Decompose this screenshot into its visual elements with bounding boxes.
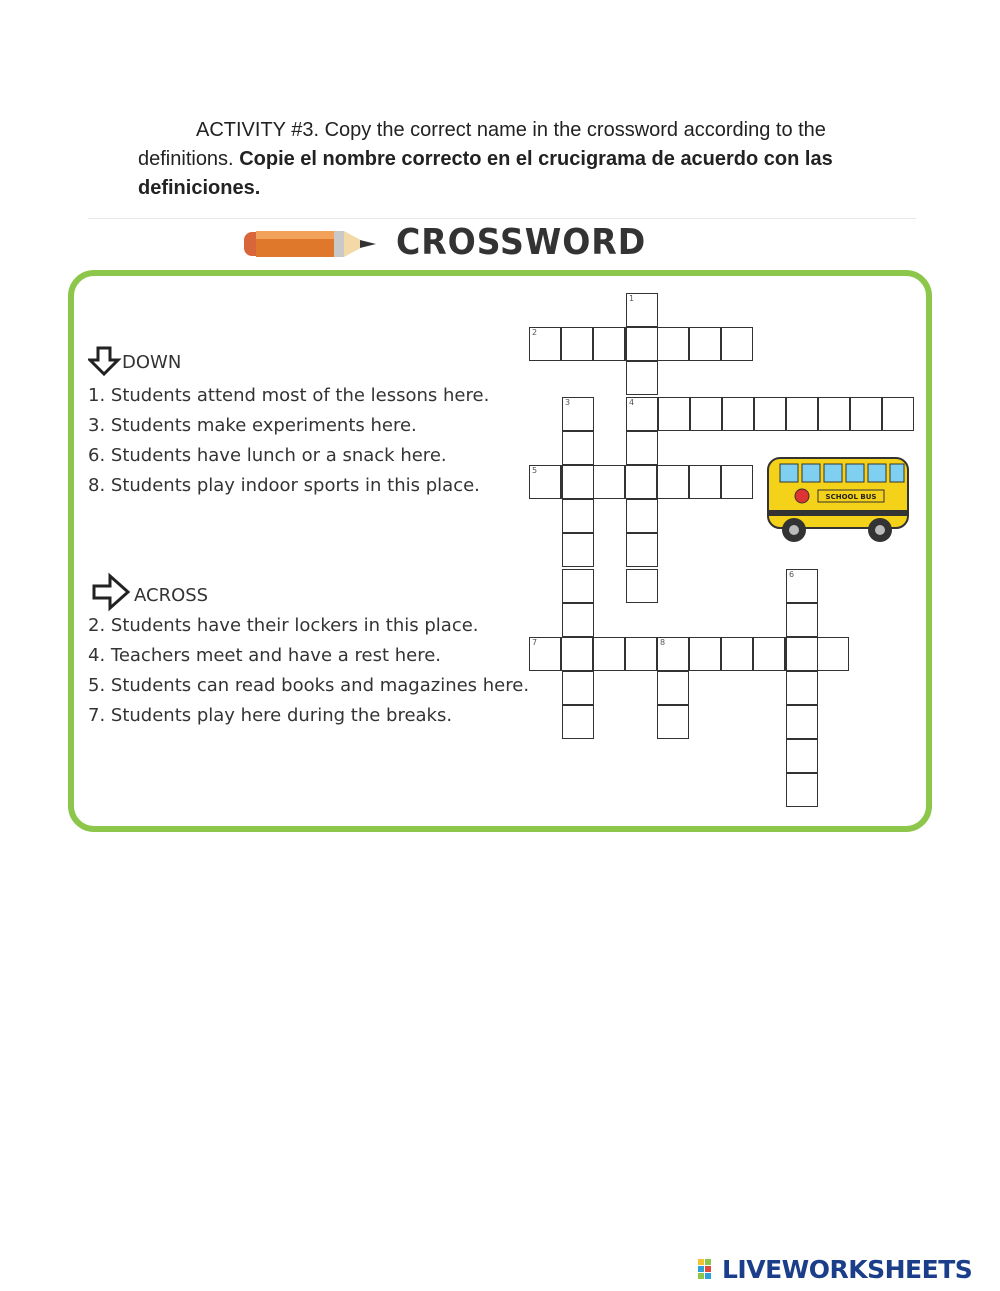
- crossword-letter-input[interactable]: [563, 534, 593, 566]
- crossword-letter-input[interactable]: [690, 466, 720, 498]
- crossword-cell[interactable]: [626, 533, 658, 567]
- crossword-cell[interactable]: [690, 397, 722, 431]
- crossword-letter-input[interactable]: [627, 570, 657, 602]
- crossword-cell[interactable]: [786, 637, 818, 671]
- instructions-spanish: Copie el nombre correcto en el crucigrama de acuerdo con las definiciones.: [138, 148, 833, 199]
- crossword-cell[interactable]: [593, 327, 625, 361]
- crossword-cell[interactable]: [626, 569, 658, 603]
- divider: [88, 218, 916, 219]
- bus-sign: SCHOOL BUS: [825, 493, 877, 501]
- crossword-letter-input[interactable]: [562, 328, 592, 360]
- crossword-letter-input[interactable]: [563, 672, 593, 704]
- crossword-letter-input[interactable]: [755, 398, 785, 430]
- crossword-letter-input[interactable]: [563, 398, 593, 430]
- crossword-letter-input[interactable]: [594, 466, 624, 498]
- crossword-cell[interactable]: [786, 705, 818, 739]
- crossword-cell[interactable]: [753, 637, 785, 671]
- instructions-text: ACTIVITY #3. Copy the correct name in the crossword according to the definitions.: [138, 119, 826, 170]
- across-clue-2: 2. Students have their lockers in this place.: [88, 615, 479, 636]
- crossword-cell[interactable]: [562, 465, 594, 499]
- crossword-cell[interactable]: [721, 637, 753, 671]
- crossword-letter-input[interactable]: [627, 500, 657, 532]
- crossword-letter-input[interactable]: [658, 328, 688, 360]
- crossword-letter-input[interactable]: [563, 706, 593, 738]
- clue-number: 8: [660, 638, 666, 647]
- crossword-cell[interactable]: [529, 465, 561, 499]
- clue-number: 6: [789, 570, 795, 579]
- crossword-letter-input[interactable]: [691, 398, 721, 430]
- crossword-letter-input[interactable]: [787, 604, 817, 636]
- crossword-letter-input[interactable]: [530, 466, 560, 498]
- crossword-cell[interactable]: [817, 637, 849, 671]
- down-heading: [88, 346, 268, 376]
- crossword-letter-input[interactable]: [530, 328, 560, 360]
- clue-number: 7: [532, 638, 538, 647]
- crossword-cell[interactable]: [593, 637, 625, 671]
- crossword-letter-input[interactable]: [723, 398, 753, 430]
- crossword-cell[interactable]: [626, 397, 658, 431]
- crossword-letter-input[interactable]: [626, 638, 656, 670]
- crossword-letter-input[interactable]: [690, 638, 720, 670]
- crossword-letter-input[interactable]: [627, 432, 657, 464]
- crossword-cell[interactable]: [786, 603, 818, 637]
- crossword-letter-input[interactable]: [594, 638, 624, 670]
- crossword-letter-input[interactable]: [787, 740, 817, 772]
- down-clue-6: 6. Students have lunch or a snack here.: [88, 445, 447, 466]
- liveworksheets-logo: [698, 1255, 998, 1285]
- crossword-letter-input[interactable]: [851, 398, 881, 430]
- crossword-cell[interactable]: [562, 397, 594, 431]
- crossword-letter-input[interactable]: [819, 398, 849, 430]
- title-row: [240, 220, 680, 268]
- crossword-cell[interactable]: [657, 637, 689, 671]
- crossword-cell[interactable]: [786, 569, 818, 603]
- across-clue-7: 7. Students play here during the breaks.: [88, 705, 453, 726]
- crossword-cell[interactable]: [562, 499, 594, 533]
- crossword-cell[interactable]: [626, 431, 658, 465]
- crossword-cell[interactable]: [657, 465, 689, 499]
- crossword-letter-input[interactable]: [787, 706, 817, 738]
- across-clues: [88, 611, 529, 731]
- crossword-cell[interactable]: [721, 327, 753, 361]
- crossword-cell[interactable]: [657, 327, 689, 361]
- down-clue-3: 3. Students make experiments here.: [88, 415, 417, 436]
- crossword-letter-input[interactable]: [722, 638, 752, 670]
- crossword-cell[interactable]: [786, 739, 818, 773]
- crossword-letter-input[interactable]: [530, 638, 560, 670]
- crossword-letter-input[interactable]: [562, 638, 592, 670]
- crossword-cell[interactable]: [562, 533, 594, 567]
- arrow-down-icon: [88, 346, 124, 376]
- crossword-letter-input[interactable]: [563, 500, 593, 532]
- crossword-cell[interactable]: [529, 327, 561, 361]
- crossword-cell[interactable]: [626, 293, 658, 327]
- liveworksheets-logo-icon: [698, 1259, 720, 1281]
- crossword-letter-input[interactable]: [627, 398, 657, 430]
- crossword-cell[interactable]: [626, 361, 658, 395]
- liveworksheets-brand: LIVEWORKSHEETS: [722, 1255, 973, 1284]
- page-title: CROSSWORD: [396, 222, 647, 263]
- crossword-cell[interactable]: [626, 499, 658, 533]
- clue-number: 5: [532, 466, 538, 475]
- arrow-right-icon: [92, 572, 132, 612]
- crossword-cell[interactable]: [625, 637, 657, 671]
- crossword-letter-input[interactable]: [787, 672, 817, 704]
- crossword-cell[interactable]: [658, 397, 690, 431]
- pencil-icon: [240, 226, 380, 262]
- clue-number: 4: [629, 398, 635, 407]
- crossword-cell[interactable]: [562, 431, 594, 465]
- crossword-letter-input[interactable]: [563, 570, 593, 602]
- crossword-letter-input[interactable]: [787, 638, 817, 670]
- crossword-cell[interactable]: [561, 637, 593, 671]
- crossword-cell[interactable]: [625, 465, 657, 499]
- crossword-letter-input[interactable]: [658, 638, 688, 670]
- crossword-cell[interactable]: [626, 327, 658, 361]
- crossword-cell[interactable]: [562, 603, 594, 637]
- crossword-cell[interactable]: [657, 705, 689, 739]
- crossword-cell[interactable]: [786, 773, 818, 807]
- crossword-letter-input[interactable]: [787, 398, 817, 430]
- clue-number: 1: [629, 294, 635, 303]
- school-bus-icon: [760, 450, 912, 550]
- crossword-cell[interactable]: [561, 327, 593, 361]
- across-clue-4: 4. Teachers meet and have a rest here.: [88, 645, 442, 666]
- crossword-letter-input[interactable]: [818, 638, 848, 670]
- crossword-letter-input[interactable]: [563, 466, 593, 498]
- crossword-letter-input[interactable]: [787, 570, 817, 602]
- down-heading-label: DOWN: [122, 352, 182, 373]
- crossword-letter-input[interactable]: [722, 328, 752, 360]
- crossword-letter-input[interactable]: [627, 362, 657, 394]
- crossword-letter-input[interactable]: [563, 604, 593, 636]
- crossword-cell[interactable]: [689, 465, 721, 499]
- crossword-letter-input[interactable]: [627, 534, 657, 566]
- crossword-cell[interactable]: [818, 397, 850, 431]
- crossword-cell[interactable]: [593, 465, 625, 499]
- crossword-cell[interactable]: [689, 327, 721, 361]
- crossword-letter-input[interactable]: [563, 432, 593, 464]
- crossword-cell[interactable]: [850, 397, 882, 431]
- across-clue-5: 5. Students can read books and magazines here.: [88, 675, 530, 696]
- crossword-cell[interactable]: [754, 397, 786, 431]
- down-clues: [88, 381, 489, 501]
- crossword-letter-input[interactable]: [787, 774, 817, 806]
- crossword-letter-input[interactable]: [754, 638, 784, 670]
- crossword-letter-input[interactable]: [658, 706, 688, 738]
- crossword-letter-input[interactable]: [594, 328, 624, 360]
- crossword-cell[interactable]: [657, 671, 689, 705]
- crossword-letter-input[interactable]: [722, 466, 752, 498]
- down-clue-8: 8. Students play indoor sports in this place.: [88, 475, 480, 496]
- crossword-cell[interactable]: [689, 637, 721, 671]
- across-heading-label: ACROSS: [134, 585, 209, 606]
- crossword-cell[interactable]: [786, 671, 818, 705]
- crossword-cell[interactable]: [529, 637, 561, 671]
- crossword-letter-input[interactable]: [690, 328, 720, 360]
- crossword-cell[interactable]: [562, 569, 594, 603]
- clue-number: 2: [532, 328, 538, 337]
- crossword-cell[interactable]: [786, 397, 818, 431]
- crossword-cell[interactable]: [562, 671, 594, 705]
- crossword-letter-input[interactable]: [626, 466, 656, 498]
- crossword-letter-input[interactable]: [627, 328, 657, 360]
- across-heading: [92, 572, 272, 612]
- down-clue-1: 1. Students attend most of the lessons here.: [88, 385, 490, 406]
- crossword-letter-input[interactable]: [659, 398, 689, 430]
- clue-number: 3: [565, 398, 571, 407]
- crossword-letter-input[interactable]: [658, 672, 688, 704]
- crossword-letter-input[interactable]: [627, 294, 657, 326]
- crossword-cell[interactable]: [882, 397, 914, 431]
- crossword-letter-input[interactable]: [883, 398, 913, 430]
- crossword-cell[interactable]: [722, 397, 754, 431]
- crossword-cell[interactable]: [562, 705, 594, 739]
- crossword-letter-input[interactable]: [658, 466, 688, 498]
- instructions: [138, 116, 878, 203]
- crossword-cell[interactable]: [721, 465, 753, 499]
